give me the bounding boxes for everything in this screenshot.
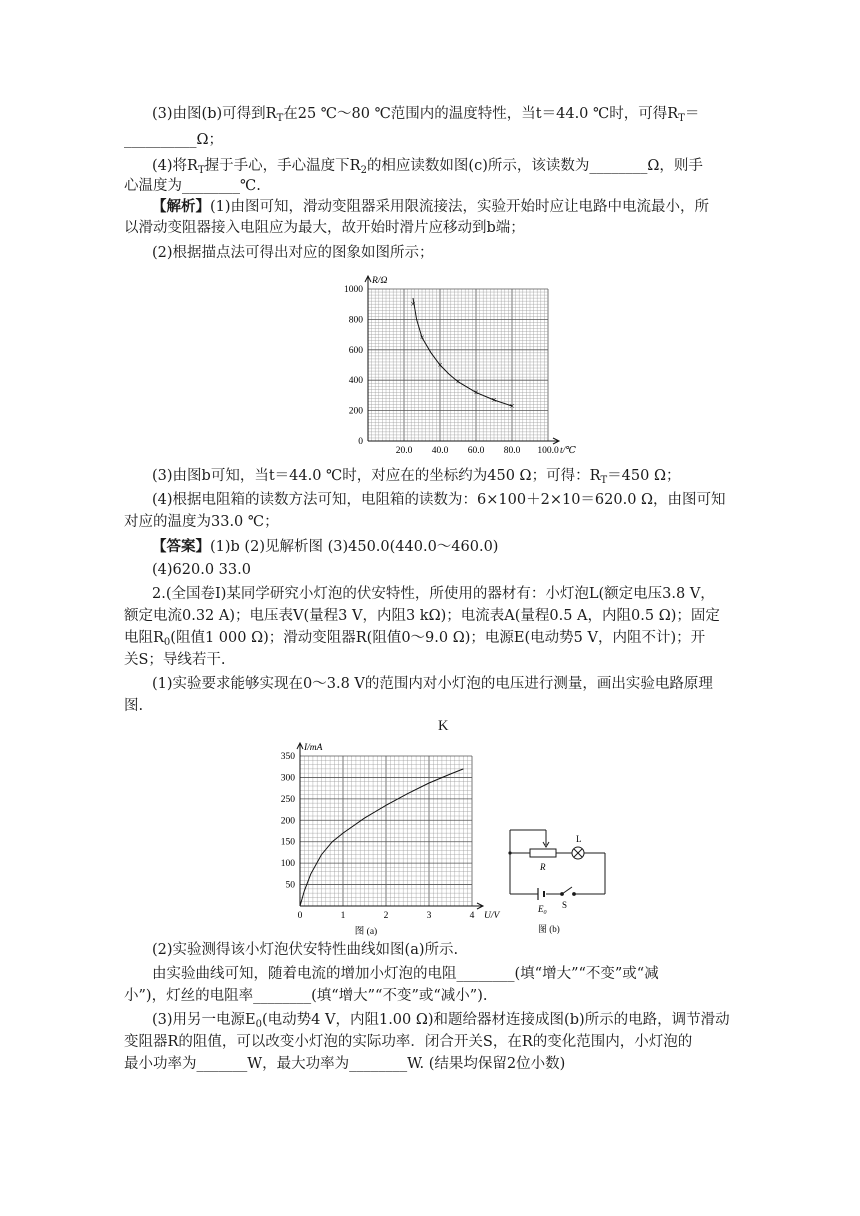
jiexi-line-2: 以滑动变阻器接入电阻应为最大，故开始时滑片应移动到b端； — [124, 220, 525, 236]
jiexi-line-1: 【解析】(1)由图可知，滑动变阻器采用限流接法，实验开始时应让电路中电流最小，所 — [152, 198, 710, 215]
q2-part1-line-2: 图. — [124, 698, 144, 714]
y-tick-label: 1000 — [344, 285, 363, 295]
switch-label: S — [562, 900, 568, 910]
y-axis-label: I/mA — [304, 743, 323, 753]
q2-part3-line-3: 最小功率为_______W，最大功率为________W. (结果均保留2位小数) — [124, 1056, 566, 1072]
y-tick-label: 200 — [280, 816, 295, 827]
q2-line-2: 额定电流0.32 A)；电压表V(量程3 V，内阻3 kΩ)；电流表A(量程0.5 A，内阻0.5 Ω)；固定 — [124, 608, 720, 624]
data-point: × — [455, 376, 461, 387]
q2-line-1: 2.(全国卷Ⅰ)某同学研究小灯泡的伏安特性，所使用的器材有：小灯泡L(额定电压3.8 V， — [152, 586, 715, 602]
y-tick-label: 400 — [348, 376, 363, 387]
x-tick-label: 2 — [383, 911, 389, 921]
data-point: × — [410, 299, 416, 310]
jiexi-line-5: (4)根据电阻箱的读数方法可知，电阻箱的读数为：6×100＋2×10＝620.0 Ω，由图可知 — [152, 492, 726, 508]
series-line — [413, 298, 512, 406]
data-point: × — [437, 360, 443, 370]
figure-b-caption: 图 (b) — [538, 924, 560, 934]
jiexi-line-4: (3)由图b可知，当t＝44.0 ℃时，对应在的坐标约为450 Ω；可得：$R_T=450$ Ω； — [152, 468, 681, 486]
switch-symbol — [562, 887, 572, 894]
y-tick-label: 350 — [280, 752, 295, 762]
x-tick-label: 80.0 — [503, 446, 521, 456]
y-tick-label: 150 — [280, 837, 295, 848]
y-tick-label: 200 — [348, 406, 363, 417]
lamp-label: L — [576, 834, 582, 844]
x-tick-label: 4 — [469, 911, 475, 921]
x-tick-label: 100.0 — [537, 446, 559, 456]
jiexi-line-3: (2)根据描点法可得出对应的图象如图所示； — [152, 245, 434, 261]
x-axis-label: t/℃ — [560, 446, 576, 456]
answer-line-2: (4)620.0 33.0 — [152, 562, 251, 578]
q2-part1-line-1: (1)实验要求能够实现在0～3.8 V的范围内对小灯泡的电压进行测量，画出实验电路原理 — [152, 676, 713, 692]
q2-part2-line-1: (2)实验测得该小灯泡伏安特性曲线如图(a)所示. — [152, 942, 459, 958]
y-tick-label: 300 — [280, 773, 295, 784]
q4-line-1: (4)将$R_T$握于手心，手心温度下$R_2$的相应读数如图(c)所示，该读数为________Ω，则手 — [152, 158, 703, 176]
q2-part2-line-2: 由实验曲线可知，随着电流的增加小灯泡的电阻________(填“增大”“不变”或“减 — [152, 966, 659, 982]
y-tick-label: 600 — [348, 345, 363, 356]
q3-line-2: __________Ω； — [124, 132, 224, 148]
figure-a-caption: 图 (a) — [354, 927, 378, 936]
y-axis-label: R/Ω — [372, 276, 388, 286]
data-point: × — [419, 332, 425, 343]
y-tick-label: 0 — [358, 437, 363, 447]
q2-part3-line-2: 变阻器R的阻值，可以改变小灯泡的实际功率．闭合开关S，在R的变化范围内，小灯泡的 — [124, 1034, 693, 1050]
q3-line-1: (3)由图(b)可得到$R_T$在25 ℃～80 ℃范围内的温度特性，当t＝44.0 ℃时，可得$R_T=$ — [152, 106, 700, 124]
data-point: × — [491, 394, 497, 405]
y-tick-label: 800 — [348, 315, 363, 326]
x-axis-label: U/V — [484, 911, 500, 921]
rheostat-symbol — [530, 849, 556, 857]
resistance-temperature-chart — [335, 262, 595, 462]
iv-curve-chart — [268, 736, 508, 936]
k-label: K — [438, 718, 449, 734]
y-tick-label: 100 — [280, 859, 295, 870]
q2-line-4: 关S；导线若干. — [124, 652, 226, 668]
y-tick-label: 50 — [285, 880, 295, 891]
x-tick-label: 20.0 — [395, 446, 413, 456]
q2-part3-line-1: (3)用另一电源$E_0$(电动势4 V，内阻1.00 Ω)和题给器材连接成图(b)所示的电路，调节滑动 — [152, 1012, 730, 1030]
q2-line-3: 电阻$R_0$(阻值1 000 Ω)；滑动变阻器R(阻值0～9.0 Ω)；电源E(电动势5 V，内阻不计)；开 — [124, 630, 706, 648]
x-tick-label: 3 — [426, 911, 432, 921]
jiexi-tag: 【解析】 — [152, 198, 210, 215]
data-point: × — [509, 401, 515, 412]
rheostat-label: R — [540, 862, 546, 872]
jiexi-line-6: 对应的温度为33.0 ℃； — [124, 514, 279, 530]
answer-line-1: 【答案】(1)b (2)见解析图 (3)450.0(440.0～460.0) — [152, 538, 499, 555]
x-tick-label: 1 — [340, 911, 346, 921]
x-tick-label: 60.0 — [467, 446, 485, 456]
x-tick-label: 40.0 — [431, 446, 449, 456]
answer-tag: 【答案】 — [152, 538, 210, 555]
q2-part2-line-3: 小”)，灯丝的电阻率________(填“增大”“不变”或“减小”). — [124, 988, 488, 1004]
y-tick-label: 250 — [280, 794, 295, 805]
x-tick-label: 0 — [297, 911, 303, 921]
data-point: × — [473, 387, 479, 398]
circuit-diagram-b — [500, 820, 620, 938]
q4-line-2: 心温度为________℃. — [124, 178, 261, 194]
source-label: $E_0$ — [538, 904, 547, 916]
